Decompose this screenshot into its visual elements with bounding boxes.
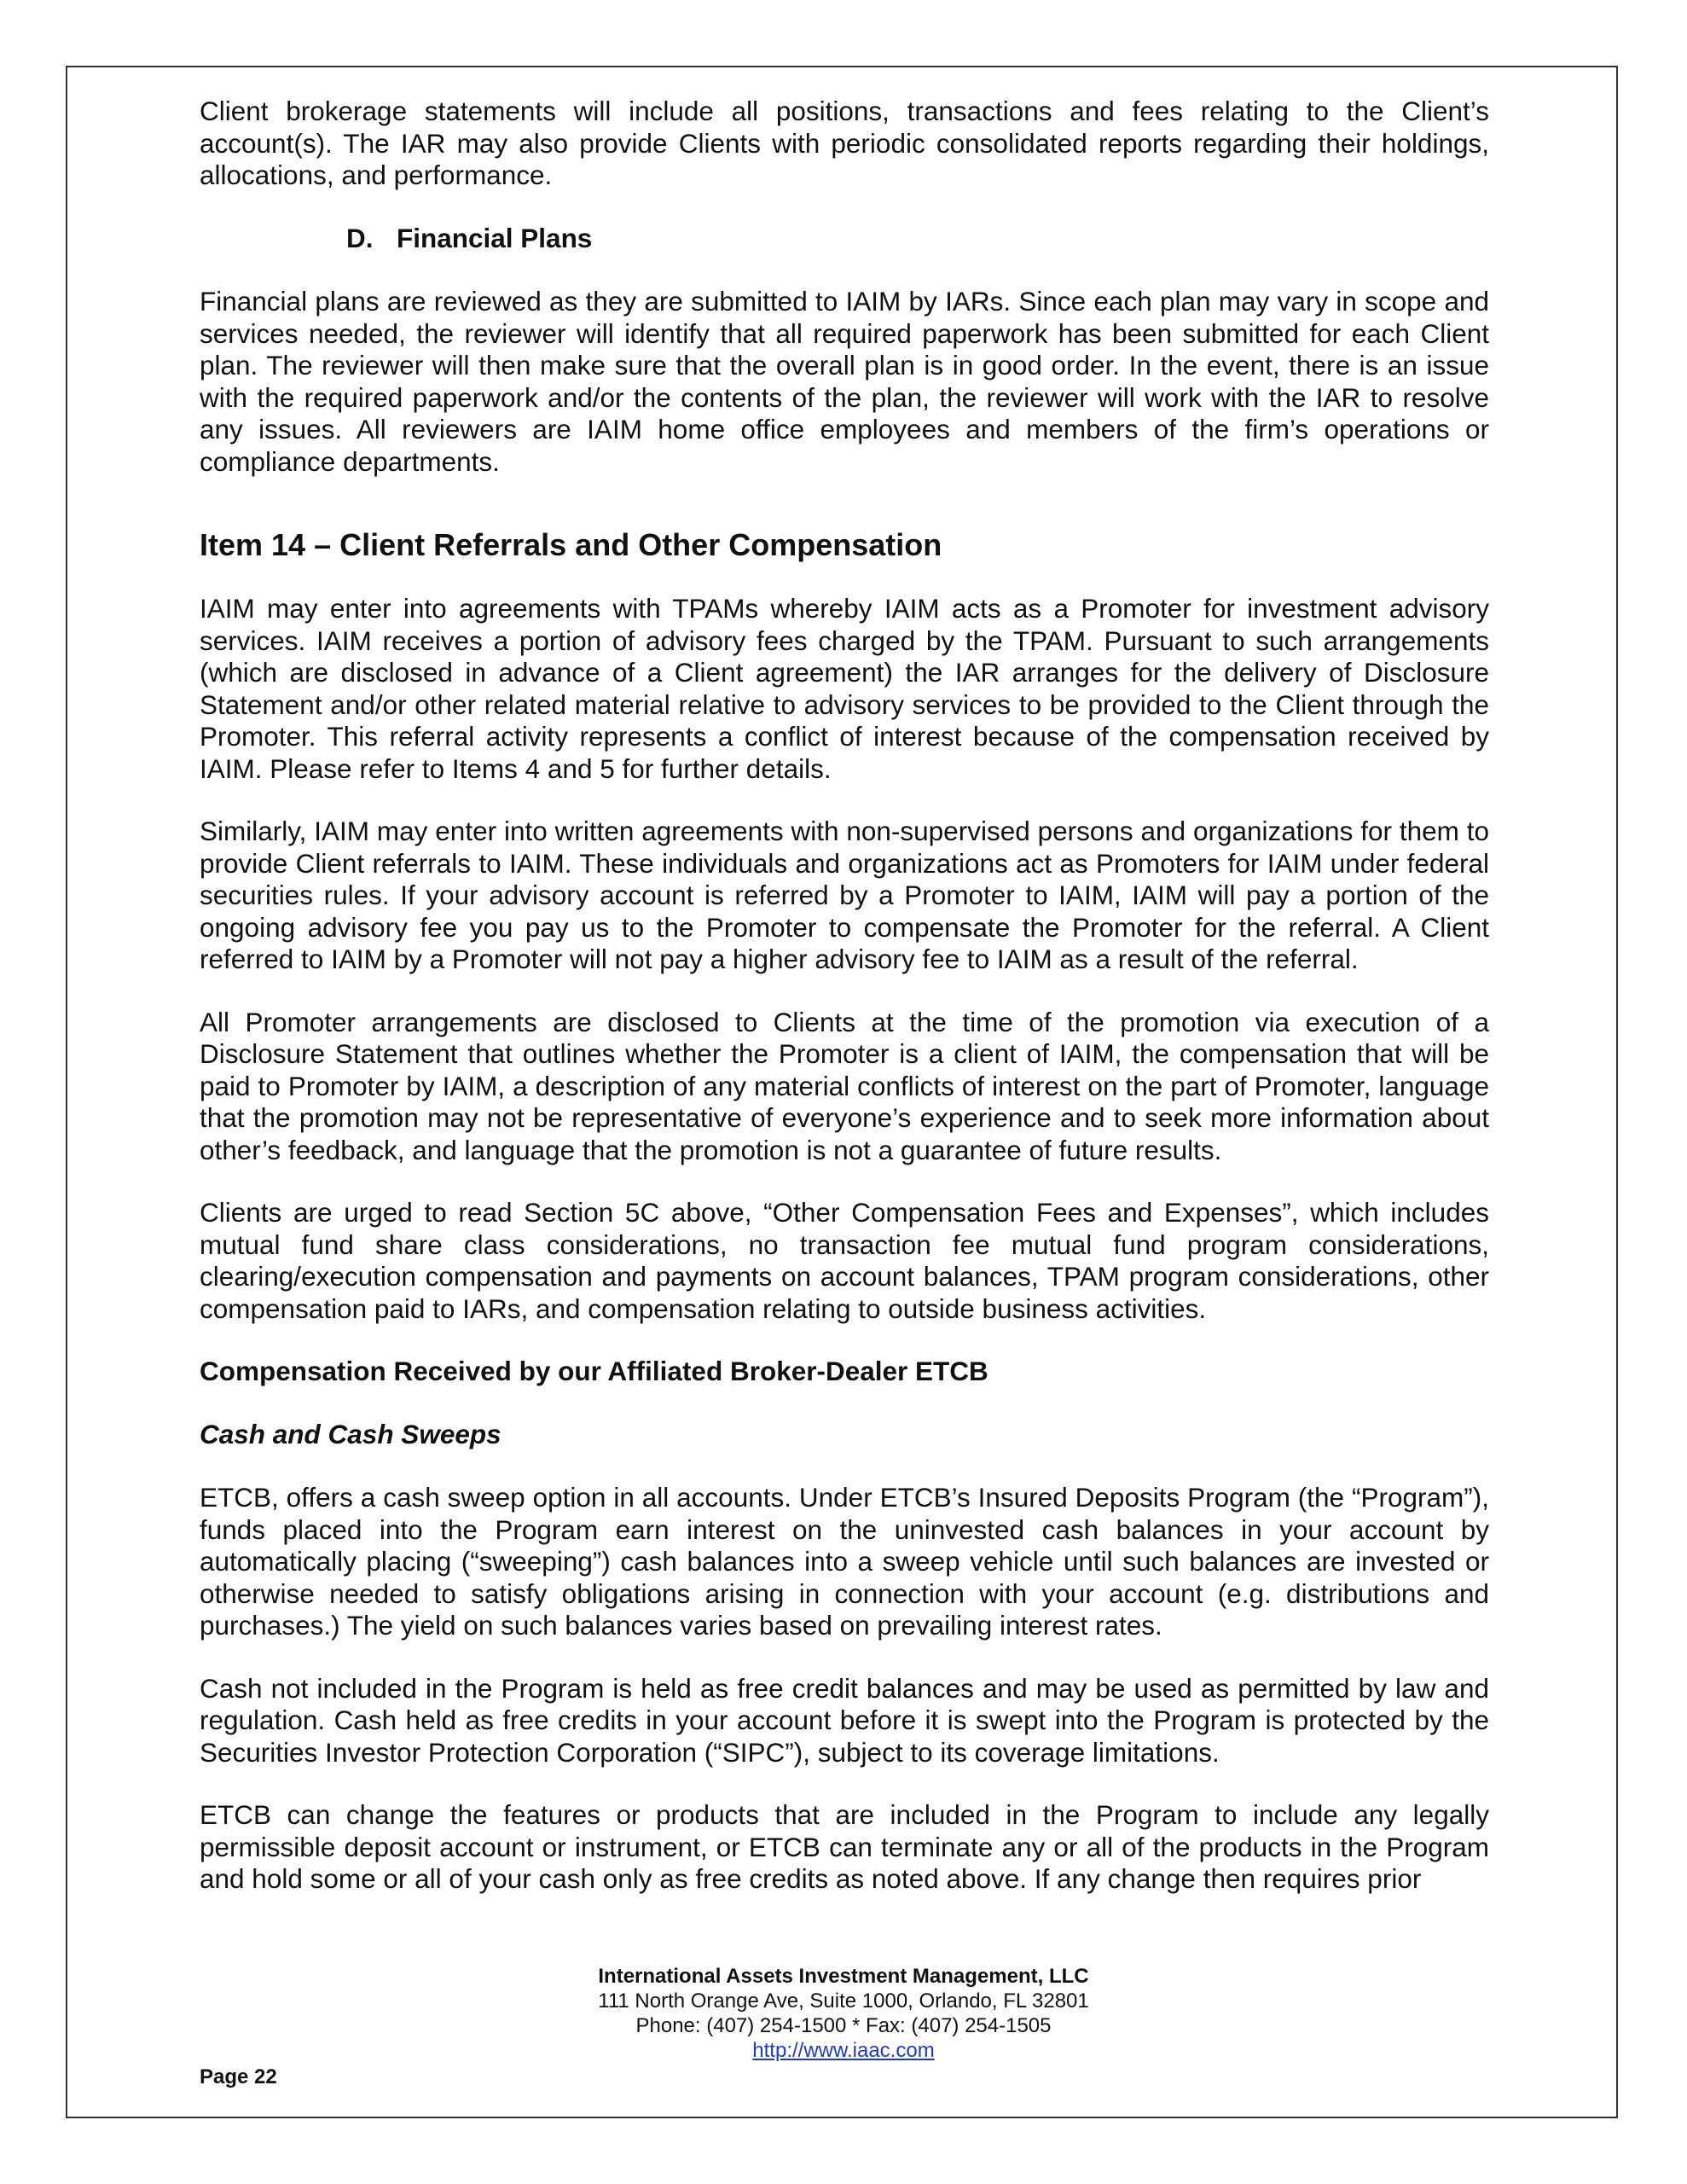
item-14-paragraph-4: Clients are urged to read Section 5C above, “Other Compensation Fees and Expenses”, which includes mutual fund share class considerations, no transaction fee mutual fund program considerations, clearing/execution compensation and payments on account balances, TPAM program considerations, other compensation paid to IARs, and compensation relating to outside business activities. <box>200 1197 1489 1324</box>
cash-paragraph-1: ETCB, offers a cash sweep option in all accounts. Under ETCB’s Insured Deposits Program (the “Program”), funds placed into the Program earn interest on the uninvested cash balances in your account by automatically placing (“sweeping”) cash balances into a sweep vehicle until such balances are invested or otherwise needed to satisfy obligations arising in connection with your account (e.g. distributions and purchases.) The yield on such balances varies based on prevailing interest rates. <box>200 1482 1489 1641</box>
page-number: Page 22 <box>200 2065 277 2088</box>
item-14-heading: Item 14 – Client Referrals and Other Compensation <box>200 527 942 562</box>
footer-firm-name: International Assets Investment Management, LLC <box>598 1965 1089 1988</box>
section-d-letter: D. <box>346 222 374 253</box>
cash-sweeps-heading: Cash and Cash Sweeps <box>200 1418 501 1449</box>
item-14-paragraph-3: All Promoter arrangements are disclosed to Clients at the time of the promotion via execution of a Disclosure Statement that outlines whether the Promoter is a client of IAIM, the compensation that will be paid to Promoter by IAIM, a description of any material conflicts of interest on the part of Promoter, language that the promotion may not be representative of everyone’s experience and to seek more information about other’s feedback, and language that the promotion is not a guarantee of future results. <box>200 1006 1489 1165</box>
document-body <box>200 96 1489 1926</box>
item-14-paragraph-1: IAIM may enter into agreements with TPAMs whereby IAIM acts as a Promoter for investment advisory services. IAIM receives a portion of advisory fees charged by the TPAM. Pursuant to such arrangements (which are disclosed in advance of a Client agreement) the IAR arranges for the delivery of Disclosure Statement and/or other related material relative to advisory services to be provided to the Client through the Promoter. This referral activity represents a conflict of interest because of the compensation received by IAIM. Please refer to Items 4 and 5 for further details. <box>200 593 1489 784</box>
page-footer <box>0 1964 1687 2063</box>
financial-plans-paragraph: Financial plans are reviewed as they are submitted to IAIM by IARs. Since each plan may vary in scope and services needed, the reviewer will identify that all required paperwork has been submitted for each Client plan. The reviewer will then make sure that the overall plan is in good order. In the event, there is an issue with the required paperwork and/or the contents of the plan, the reviewer will work with the IAR to resolve any issues. All reviewers are IAIM home office employees and members of the firm’s operations or compliance departments. <box>200 286 1489 477</box>
intro-paragraph: Client brokerage statements will include all positions, transactions and fees relating to the Client’s account(s). The IAR may also provide Clients with periodic consolidated reports regarding their holdings, allocations, and performance. <box>200 96 1489 190</box>
section-d-title: Financial Plans <box>397 222 593 253</box>
footer-phone-fax: Phone: (407) 254-1500 * Fax: (407) 254-1505 <box>635 2014 1052 2037</box>
cash-paragraph-3: ETCB can change the features or products that are included in the Program to include any legally permissible deposit account or instrument, or ETCB can terminate any or all of the products in the Program and hold some or all of your cash only as free credits as noted above. If any change then requires prior <box>200 1799 1489 1894</box>
footer-address: 111 North Orange Ave, Suite 1000, Orlando, FL 32801 <box>598 1989 1089 2013</box>
compensation-heading: Compensation Received by our Affiliated Broker-Dealer ETCB <box>200 1356 988 1386</box>
item-14-paragraph-2: Similarly, IAIM may enter into written agreements with non-supervised persons and organizations for them to provide Client referrals to IAIM. These individuals and organizations act as Promoters for IAIM under federal securities rules. If your advisory account is referred by a Promoter to IAIM, IAIM will pay a portion of the ongoing advisory fee you pay us to the Promoter to compensate the Promoter for the referral. A Client referred to IAIM by a Promoter will not pay a higher advisory fee to IAIM as a result of the referral. <box>200 816 1489 974</box>
footer-website-link[interactable]: http://www.iaac.com <box>752 2039 935 2062</box>
cash-paragraph-2: Cash not included in the Program is held as free credit balances and may be used as permitted by law and regulation. Cash held as free credits in your account before it is swept into the Program is protected by the Securities Investor Protection Corporation (“SIPC”), subject to its coverage limitations. <box>200 1672 1489 1768</box>
section-d-heading <box>200 223 1489 255</box>
